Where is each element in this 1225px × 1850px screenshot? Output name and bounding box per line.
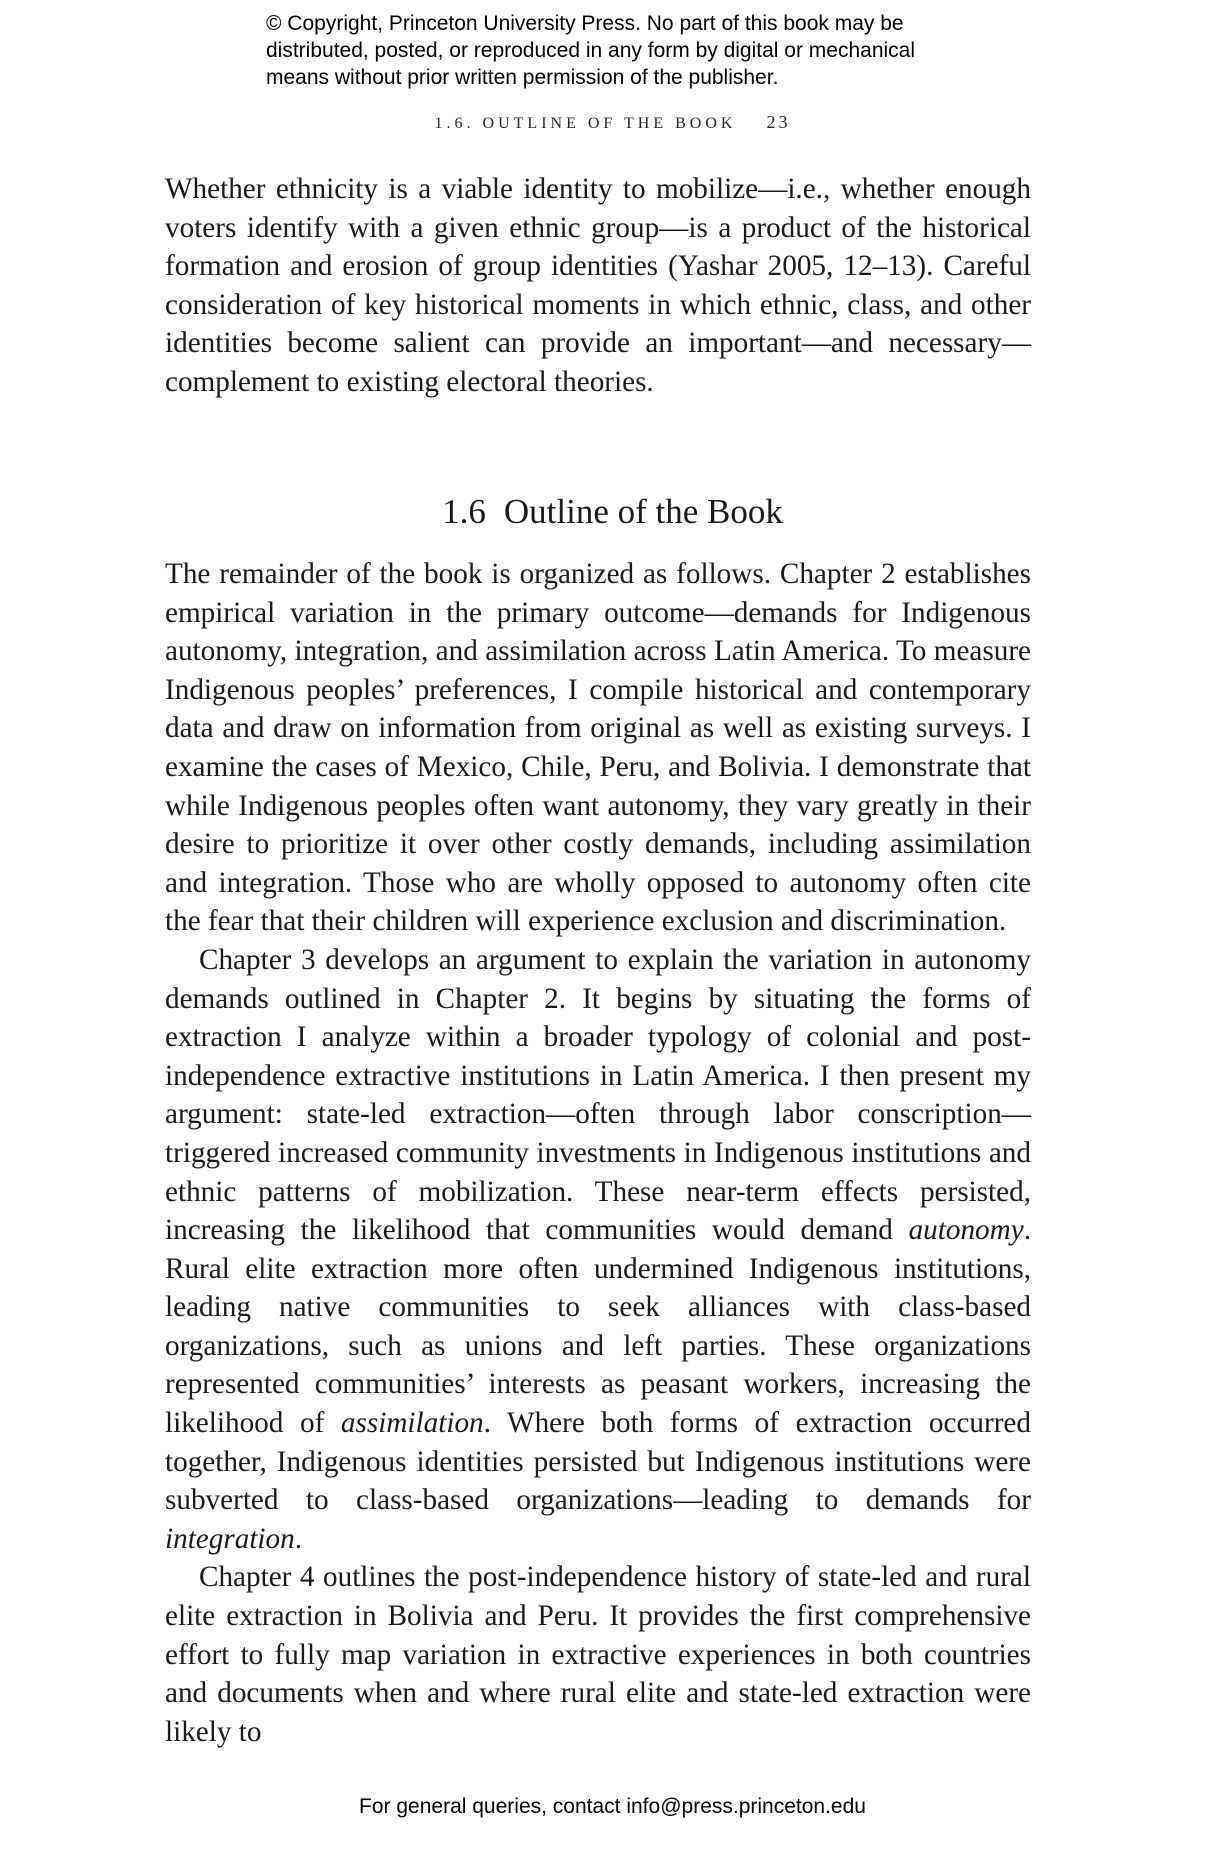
emphasis-autonomy: autonomy [908, 1214, 1024, 1247]
section-title: Outline of the Book [503, 492, 783, 531]
main-text-block [165, 555, 1031, 1751]
intro-paragraph: Whether ethnicity is a viable identity to mobilize—i.e., whether enough voters identify with a given ethnic group—is a product of the historical formation and erosion of group identities (Yashar 2005, 12–13). Careful consideration of key historical moments in which ethnic, class, and other identities become salient can provide an important—and necessary—complement to existing electoral theories. [165, 173, 1031, 398]
emphasis-integration: integration [165, 1522, 295, 1555]
copyright-line-3: means without prior written permission of the publisher. [266, 66, 779, 89]
copyright-line-2: distributed, posted, or reproduced in any form by digital or mechanical [266, 39, 916, 62]
emphasis-assimilation: assimilation [340, 1407, 484, 1440]
paragraph-1: The remainder of the book is organized as follows. Chapter 2 establishes empirical variation in the primary outcome—demands for Indigenous autonomy, integration, and assimilation across Latin America. To measure Indigenous peoples’ preferences, I compile historical and contemporary data and draw on information from original as well as existing surveys. I examine the cases of Mexico, Chile, Peru, and Bolivia. I demonstrate that while Indigenous peoples often want autonomy, they vary greatly in their desire to prioritize it over other costly demands, including assimilation and integration. Those who are wholly opposed to autonomy often cite the fear that their children will experience exclusion and discrimination. [165, 558, 1031, 938]
copyright-notice [266, 10, 986, 91]
intro-text-block [165, 170, 1031, 402]
footer-contact: For general queries, contact info@press.princeton.edu [359, 1795, 866, 1818]
page-number: 23 [766, 112, 791, 132]
running-head [0, 112, 1225, 133]
section-heading [0, 492, 1225, 532]
paragraph-2-text-2: . Rural elite extraction more often undermined Indigenous institutions, leading native communities to seek alliances with class-based organizations, such as unions and left parties. These organizations represented communities’ interests as peasant workers, increasing the likelihood of [165, 1214, 1031, 1440]
paragraph-3: Chapter 4 outlines the post-independence history of state-led and rural elite extraction in Bolivia and Peru. It provides the first comprehensive effort to fully map variation in extractive experiences in both countries and documents when and where rural elite and state-led extraction were likely to [165, 1561, 1031, 1748]
paragraph-2-text-3: . Where both forms of extraction occurred together, Indigenous identities persisted but Indigenous institutions were subverted to class-based organizations—leading to demands for [165, 1407, 1031, 1517]
paragraph-2-text-4: . [294, 1522, 303, 1555]
running-head-section: 1.6. OUTLINE OF THE BOOK [434, 115, 737, 132]
section-number: 1.6 [442, 492, 486, 531]
paragraph-2-text-1: Chapter 3 develops an argument to explain the variation in autonomy demands outlined in Chapter 2. It begins by situating the forms of extraction I analyze within a broader typology of colonial and post-independence extractive institutions in Latin America. I then present my argument: state-led extraction—often through labor conscription—triggered increased community investments in Indigenous institutions and ethnic patterns of mobilization. These near-term effects persisted, increasing the likelihood that communities would demand [165, 943, 1031, 1247]
paragraph-2 [165, 941, 1031, 1559]
copyright-line-1: © Copyright, Princeton University Press. No part of this book may be [266, 12, 904, 35]
